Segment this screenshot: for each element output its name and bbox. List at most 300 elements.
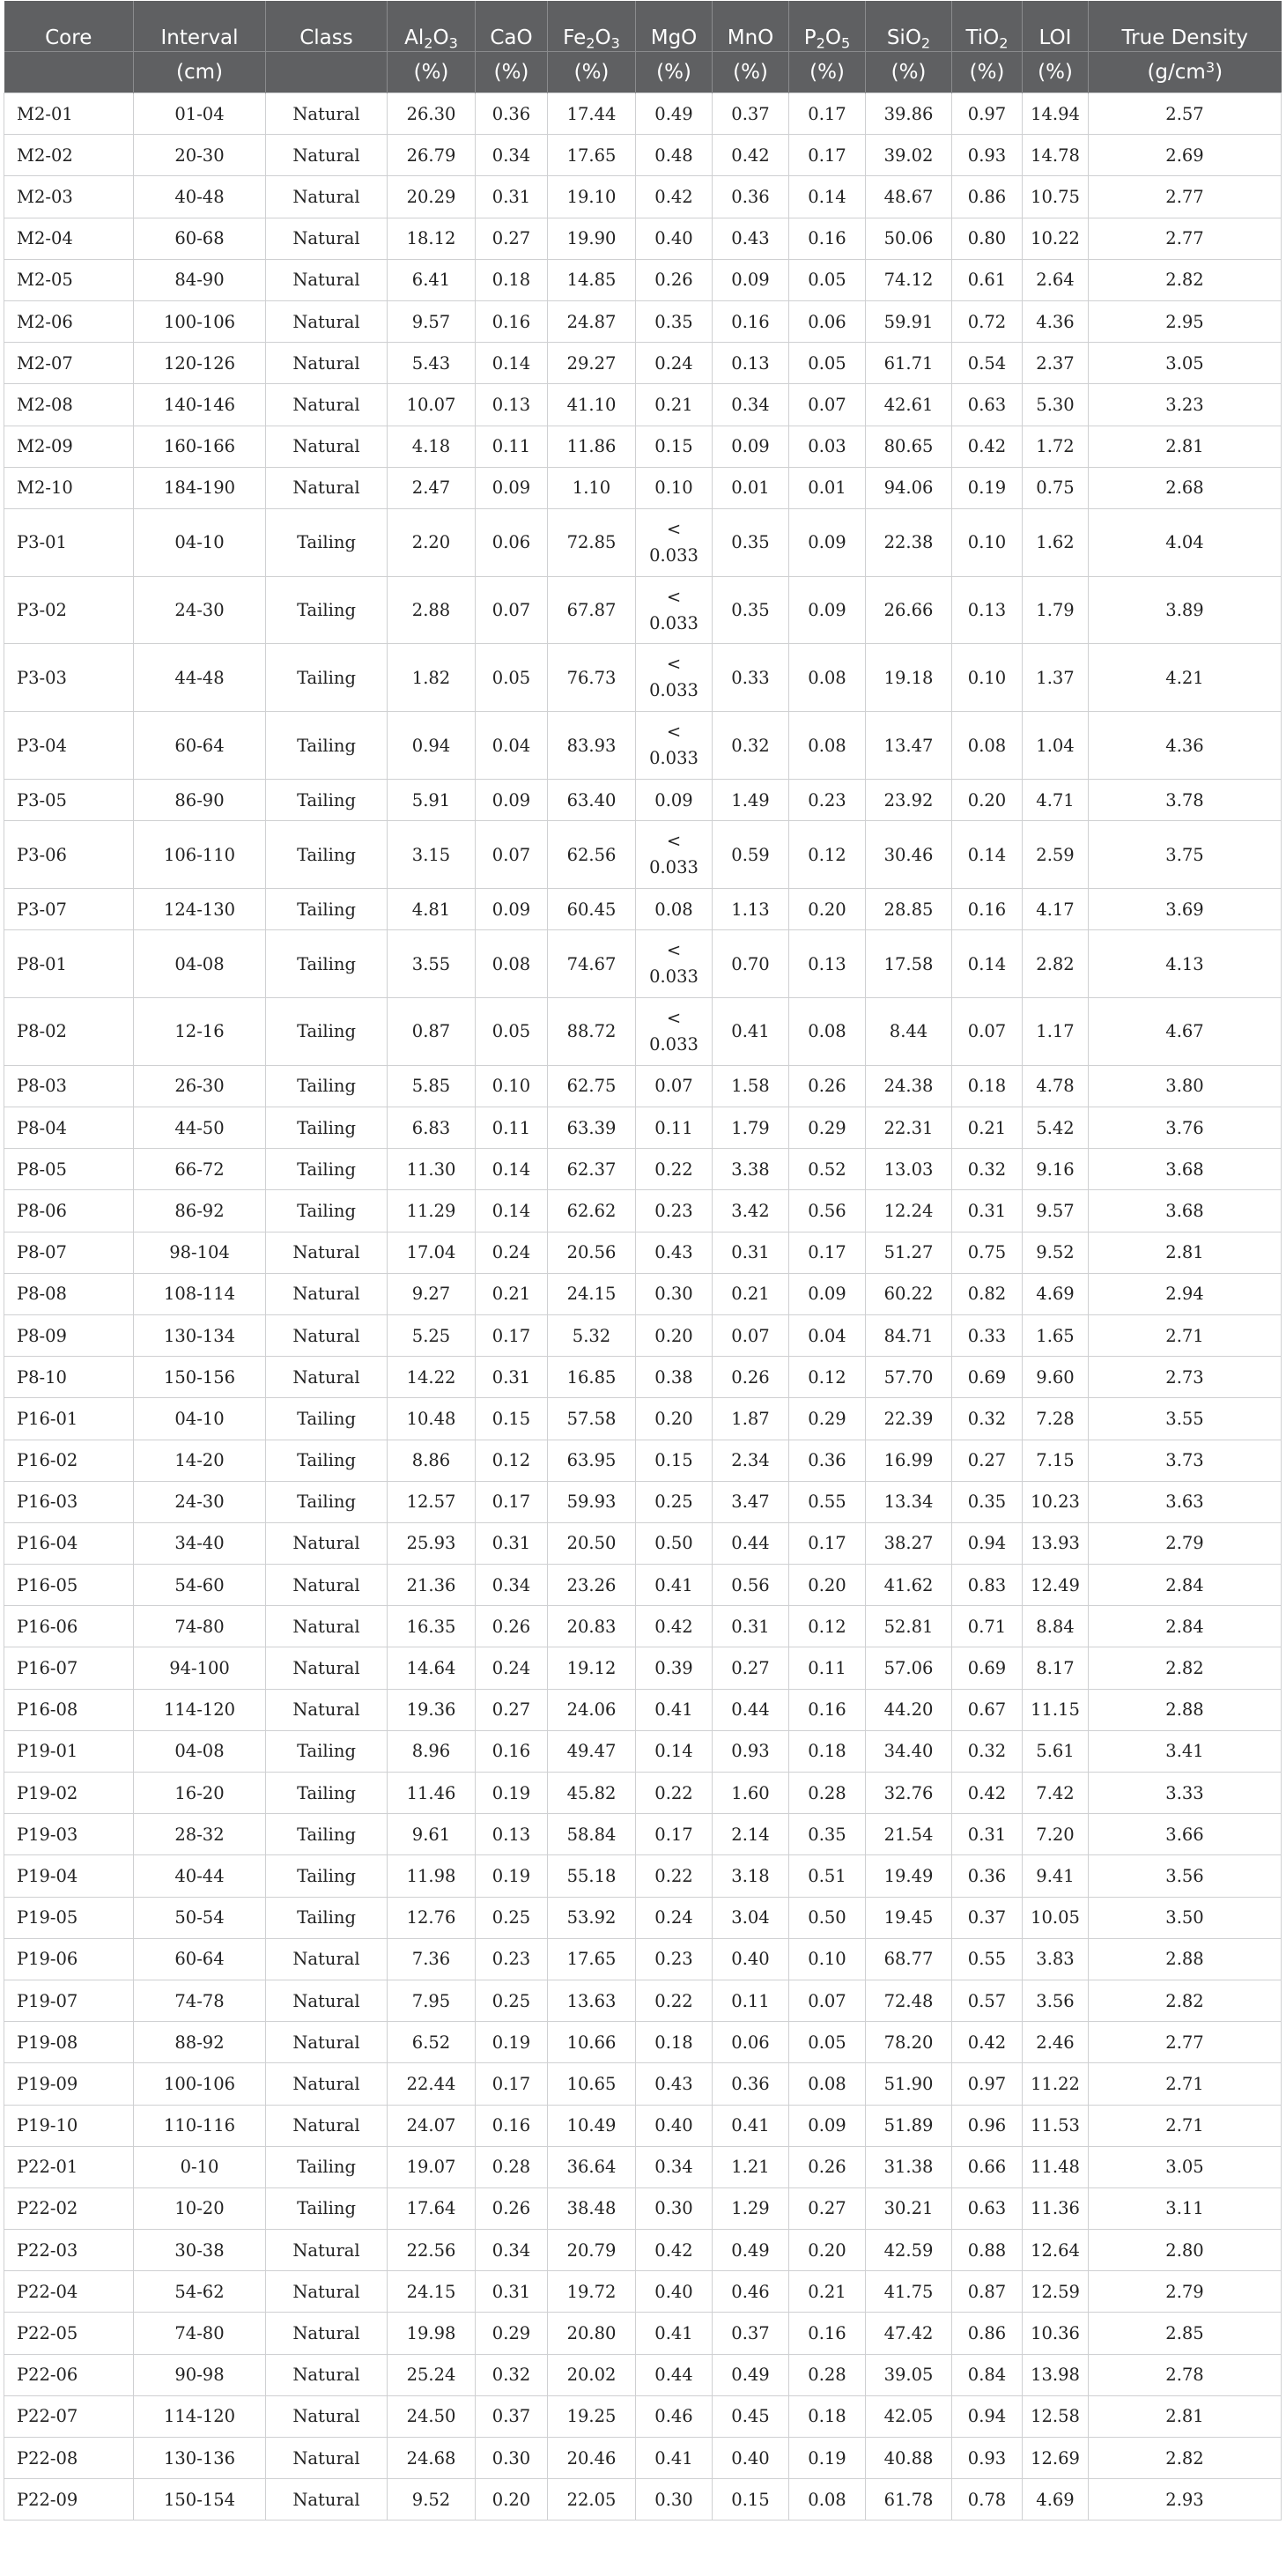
table-cell: Tailing	[266, 930, 388, 998]
table-cell: 3.68	[1089, 1149, 1282, 1190]
table-row	[4, 1232, 1282, 1273]
table-cell: 3.18	[713, 1855, 789, 1897]
table-cell: 0.75	[1023, 467, 1089, 508]
table-cell: 0.14	[952, 930, 1023, 998]
table-row	[4, 2438, 1282, 2479]
table-cell: 0.16	[713, 300, 789, 342]
table-header	[4, 1, 1282, 93]
table-cell: 4.21	[1089, 644, 1282, 712]
table-cell: Tailing	[266, 508, 388, 576]
table-row	[4, 1149, 1282, 1190]
table-cell: 11.29	[388, 1190, 476, 1232]
table-cell: Tailing	[266, 780, 388, 821]
table-cell: 0.14	[952, 821, 1023, 889]
table-cell: 0.21	[476, 1273, 548, 1314]
table-cell: 3.80	[1089, 1065, 1282, 1107]
table-cell: M2-06	[4, 300, 134, 342]
table-cell: 0.09	[789, 1273, 866, 1314]
table-cell: 0.44	[636, 2354, 713, 2395]
table-cell: 0.35	[789, 1814, 866, 1855]
table-cell: 0.44	[713, 1522, 789, 1564]
table-cell: 11.86	[548, 426, 636, 467]
table-cell: 0.34	[713, 384, 789, 426]
table-cell: 2.71	[1089, 2063, 1282, 2105]
table-cell: 0.18	[789, 1730, 866, 1772]
table-cell: P8-01	[4, 930, 134, 998]
table-cell: 3.66	[1089, 1814, 1282, 1855]
table-cell: 0.09	[789, 2105, 866, 2146]
table-cell: 84-90	[134, 259, 266, 300]
table-cell: 0.61	[952, 259, 1023, 300]
table-cell: 0.20	[476, 2479, 548, 2520]
table-cell: 22.31	[866, 1107, 952, 1149]
table-cell: 0.34	[476, 1565, 548, 1606]
table-cell: 38.48	[548, 2187, 636, 2229]
table-cell: 0.50	[636, 1522, 713, 1564]
table-cell: 34-40	[134, 1522, 266, 1564]
table-cell: 0.57	[952, 1980, 1023, 2021]
table-cell: Tailing	[266, 712, 388, 780]
table-cell: Tailing	[266, 1481, 388, 1522]
table-cell: 0.67	[952, 1689, 1023, 1730]
table-cell: 18.12	[388, 218, 476, 259]
table-cell: 12.76	[388, 1897, 476, 1938]
table-row	[4, 821, 1282, 889]
table-cell: 19.45	[866, 1897, 952, 1938]
table-row	[4, 218, 1282, 259]
table-cell: Natural	[266, 135, 388, 176]
table-cell: 12.57	[388, 1481, 476, 1522]
table-cell: 20.46	[548, 2438, 636, 2479]
table-cell: 58.84	[548, 1814, 636, 1855]
table-cell: 3.78	[1089, 780, 1282, 821]
table-row	[4, 1980, 1282, 2021]
table-cell: 5.91	[388, 780, 476, 821]
table-cell: Natural	[266, 2271, 388, 2313]
table-cell: 60.22	[866, 1273, 952, 1314]
table-row	[4, 384, 1282, 426]
table-cell: 0.22	[636, 1855, 713, 1897]
table-cell: 0.51	[789, 1855, 866, 1897]
table-cell: Natural	[266, 1314, 388, 1356]
table-cell: Tailing	[266, 576, 388, 644]
table-cell: 0.15	[636, 1440, 713, 1481]
table-cell: 7.36	[388, 1938, 476, 1980]
table-cell: 0.15	[476, 1398, 548, 1440]
table-cell: 0.26	[636, 259, 713, 300]
table-cell: 3.68	[1089, 1190, 1282, 1232]
column-unit: (%)	[1023, 52, 1089, 93]
table-cell: 0.40	[713, 1938, 789, 1980]
table-cell: P8-05	[4, 1149, 134, 1190]
table-cell: 0.18	[952, 1065, 1023, 1107]
table-cell: Natural	[266, 300, 388, 342]
table-cell: 20.80	[548, 2313, 636, 2354]
table-row	[4, 93, 1282, 135]
table-cell: 0.09	[636, 780, 713, 821]
table-cell: 78.20	[866, 2022, 952, 2063]
table-cell: P16-06	[4, 1606, 134, 1647]
column-unit: $(g/cm^3)$	[1089, 52, 1282, 93]
table-cell: 0.70	[713, 930, 789, 998]
table-row	[4, 343, 1282, 384]
column-unit: (%)	[388, 52, 476, 93]
table-cell: 3.38	[713, 1149, 789, 1190]
table-cell: 10.65	[548, 2063, 636, 2105]
table-cell: 57.58	[548, 1398, 636, 1440]
table-cell: 24.06	[548, 1689, 636, 1730]
table-cell: 0.55	[952, 1938, 1023, 1980]
table-cell: 0.07	[476, 576, 548, 644]
table-cell: 2.88	[1089, 1938, 1282, 1980]
table-cell: 0.41	[636, 1689, 713, 1730]
table-row	[4, 1481, 1282, 1522]
table-cell: P22-04	[4, 2271, 134, 2313]
table-cell: 0.29	[789, 1398, 866, 1440]
table-cell: 0.11	[476, 1107, 548, 1149]
table-cell: 0.55	[789, 1481, 866, 1522]
table-cell: 0.44	[713, 1689, 789, 1730]
table-cell: 41.62	[866, 1565, 952, 1606]
table-cell: 0.06	[713, 2022, 789, 2063]
table-cell: Natural	[266, 2313, 388, 2354]
table-cell: 0.18	[476, 259, 548, 300]
table-cell: 54-62	[134, 2271, 266, 2313]
table-cell: 04-10	[134, 508, 266, 576]
table-cell: 30-38	[134, 2230, 266, 2271]
table-cell: 19.18	[866, 644, 952, 712]
table-cell: 2.79	[1089, 2271, 1282, 2313]
table-cell: 2.20	[388, 508, 476, 576]
column-header: Interval	[134, 1, 266, 52]
table-cell: P22-09	[4, 2479, 134, 2520]
table-cell: 21.54	[866, 1814, 952, 1855]
table-cell: 74-78	[134, 1980, 266, 2021]
table-row	[4, 467, 1282, 508]
table-cell: 14-20	[134, 1440, 266, 1481]
table-cell: 1.37	[1023, 644, 1089, 712]
table-cell: 2.73	[1089, 1357, 1282, 1398]
table-cell: Natural	[266, 1938, 388, 1980]
table-row	[4, 1938, 1282, 1980]
header-row-names	[4, 1, 1282, 52]
table-cell: 12-16	[134, 998, 266, 1066]
table-cell: Natural	[266, 2479, 388, 2520]
table-cell: 0.06	[789, 300, 866, 342]
table-cell: 72.85	[548, 508, 636, 576]
table-cell: 0.04	[476, 712, 548, 780]
table-cell: 0.46	[636, 2395, 713, 2437]
table-cell: 150-154	[134, 2479, 266, 2520]
table-cell: 4.36	[1023, 300, 1089, 342]
table-cell: 24-30	[134, 576, 266, 644]
table-cell: 3.41	[1089, 1730, 1282, 1772]
table-cell: 0.08	[789, 644, 866, 712]
table-cell: 3.75	[1089, 821, 1282, 889]
table-cell: 0.15	[636, 426, 713, 467]
table-cell: 2.77	[1089, 2022, 1282, 2063]
table-cell: 7.20	[1023, 1814, 1089, 1855]
table-cell: 0.41	[636, 2313, 713, 2354]
table-cell: 19.12	[548, 1647, 636, 1689]
table-row	[4, 2395, 1282, 2437]
table-cell: 1.04	[1023, 712, 1089, 780]
table-cell: 0.13	[476, 384, 548, 426]
table-cell: 0.43	[636, 2063, 713, 2105]
table-cell: 0.23	[789, 780, 866, 821]
table-cell: 10.23	[1023, 1481, 1089, 1522]
table-cell: 0.16	[789, 218, 866, 259]
table-cell: 0.49	[713, 2354, 789, 2395]
table-cell: 23.26	[548, 1565, 636, 1606]
table-cell: 0.19	[952, 467, 1023, 508]
table-row	[4, 176, 1282, 218]
table-cell: Natural	[266, 1522, 388, 1564]
table-row	[4, 576, 1282, 644]
table-cell: 0.19	[476, 1855, 548, 1897]
table-cell: 4.36	[1089, 712, 1282, 780]
table-cell: 0.05	[476, 998, 548, 1066]
table-cell: 0.09	[476, 889, 548, 930]
table-cell: 9.60	[1023, 1357, 1089, 1398]
table-cell: 2.84	[1089, 1606, 1282, 1647]
table-cell: 51.27	[866, 1232, 952, 1273]
table-cell: 14.94	[1023, 93, 1089, 135]
table-cell: Tailing	[266, 1149, 388, 1190]
table-cell: 39.02	[866, 135, 952, 176]
table-cell: 2.80	[1089, 2230, 1282, 2271]
table-cell: 0.33	[952, 1314, 1023, 1356]
table-cell: 3.76	[1089, 1107, 1282, 1149]
table-cell: P3-01	[4, 508, 134, 576]
table-cell: P19-10	[4, 2105, 134, 2146]
table-cell: 26.66	[866, 576, 952, 644]
table-cell: 4.67	[1089, 998, 1282, 1066]
table-cell: 0.23	[636, 1190, 713, 1232]
table-cell: 0.43	[636, 1232, 713, 1273]
table-cell: 0.29	[789, 1107, 866, 1149]
table-cell: 4.81	[388, 889, 476, 930]
table-cell: 0.09	[789, 508, 866, 576]
table-cell: 10.49	[548, 2105, 636, 2146]
table-cell: 0.93	[952, 2438, 1023, 2479]
table-cell: 74-80	[134, 2313, 266, 2354]
table-row	[4, 1190, 1282, 1232]
table-cell: P19-09	[4, 2063, 134, 2105]
table-cell: 49.47	[548, 1730, 636, 1772]
table-cell: 16-20	[134, 1773, 266, 1814]
table-cell: 11.46	[388, 1773, 476, 1814]
table-cell: 0.24	[636, 343, 713, 384]
table-cell: 0.17	[789, 93, 866, 135]
table-cell: 23.92	[866, 780, 952, 821]
table-cell: 7.42	[1023, 1773, 1089, 1814]
table-cell: 9.57	[388, 300, 476, 342]
table-cell: 3.69	[1089, 889, 1282, 930]
table-cell: Natural	[266, 1273, 388, 1314]
table-cell: 0.37	[952, 1897, 1023, 1938]
table-cell: P8-07	[4, 1232, 134, 1273]
table-row	[4, 1398, 1282, 1440]
table-cell: 0.38	[636, 1357, 713, 1398]
table-cell: 42.59	[866, 2230, 952, 2271]
table-cell: 1.82	[388, 644, 476, 712]
table-cell: 0.80	[952, 218, 1023, 259]
table-cell: 2.79	[1089, 1522, 1282, 1564]
table-cell: 2.71	[1089, 1314, 1282, 1356]
table-cell: M2-01	[4, 93, 134, 135]
table-cell: 90-98	[134, 2354, 266, 2395]
table-cell: 0.94	[952, 2395, 1023, 2437]
column-header: True Density	[1089, 1, 1282, 52]
table-cell: 0.22	[636, 1149, 713, 1190]
table-cell: 44-50	[134, 1107, 266, 1149]
table-cell: 10.05	[1023, 1897, 1089, 1938]
table-cell: 12.24	[866, 1190, 952, 1232]
table-row	[4, 780, 1282, 821]
table-cell: 19.07	[388, 2146, 476, 2187]
table-cell: 0.19	[789, 2438, 866, 2479]
table-cell: 0.03	[789, 426, 866, 467]
table-cell: 24.50	[388, 2395, 476, 2437]
table-cell: 0.05	[789, 343, 866, 384]
table-cell: 0.20	[789, 1565, 866, 1606]
table-cell: 22.56	[388, 2230, 476, 2271]
table-cell: 0.31	[952, 1814, 1023, 1855]
table-cell: 11.22	[1023, 2063, 1089, 2105]
table-cell: Tailing	[266, 1065, 388, 1107]
table-cell: 0-10	[134, 2146, 266, 2187]
table-cell: 0.24	[476, 1232, 548, 1273]
table-cell: 0.32	[952, 1149, 1023, 1190]
table-cell: 1.79	[713, 1107, 789, 1149]
table-cell: 108-114	[134, 1273, 266, 1314]
table-cell: 0.41	[713, 998, 789, 1066]
table-cell: 0.20	[789, 889, 866, 930]
table-cell: 0.59	[713, 821, 789, 889]
table-cell: 1.72	[1023, 426, 1089, 467]
table-cell: 17.65	[548, 1938, 636, 1980]
table-cell: 13.47	[866, 712, 952, 780]
table-cell: 0.09	[789, 576, 866, 644]
table-cell: 0.63	[952, 2187, 1023, 2229]
table-cell: 0.42	[713, 135, 789, 176]
table-cell: 47.42	[866, 2313, 952, 2354]
table-cell: 04-10	[134, 1398, 266, 1440]
table-cell: P3-02	[4, 576, 134, 644]
table-cell: 74.12	[866, 259, 952, 300]
table-cell: 11.36	[1023, 2187, 1089, 2229]
table-cell: 63.39	[548, 1107, 636, 1149]
table-cell: P3-06	[4, 821, 134, 889]
table-cell: 3.50	[1089, 1897, 1282, 1938]
table-cell: 0.20	[789, 2230, 866, 2271]
table-cell: 0.42	[636, 2230, 713, 2271]
table-cell: 9.57	[1023, 1190, 1089, 1232]
table-cell: 19.90	[548, 218, 636, 259]
table-cell: 0.26	[476, 2187, 548, 2229]
table-cell: 8.86	[388, 1440, 476, 1481]
table-cell: 0.29	[476, 2313, 548, 2354]
table-cell: 5.43	[388, 343, 476, 384]
table-row	[4, 998, 1282, 1066]
table-cell: 2.47	[388, 467, 476, 508]
table-cell: 3.56	[1023, 1980, 1089, 2021]
table-cell: P3-07	[4, 889, 134, 930]
table-cell: Natural	[266, 93, 388, 135]
table-cell: Tailing	[266, 1897, 388, 1938]
table-cell: 38.27	[866, 1522, 952, 1564]
table-cell: 22.38	[866, 508, 952, 576]
geochemistry-table	[4, 1, 1282, 2520]
table-cell: 0.08	[789, 2479, 866, 2520]
table-cell: 2.14	[713, 1814, 789, 1855]
table-cell: Tailing	[266, 889, 388, 930]
table-cell: 0.08	[636, 889, 713, 930]
table-cell: 0.35	[636, 300, 713, 342]
table-cell: 0.35	[713, 508, 789, 576]
table-cell: 0.17	[636, 1814, 713, 1855]
table-cell: 0.31	[713, 1232, 789, 1273]
table-cell: 6.52	[388, 2022, 476, 2063]
table-row	[4, 1522, 1282, 1564]
table-cell: Natural	[266, 2438, 388, 2479]
table-cell: 11.15	[1023, 1689, 1089, 1730]
table-cell: 2.68	[1089, 467, 1282, 508]
table-cell: 2.82	[1089, 259, 1282, 300]
table-cell: 0.42	[952, 1773, 1023, 1814]
table-cell: 2.69	[1089, 135, 1282, 176]
table-cell: 0.21	[952, 1107, 1023, 1149]
table-cell: 0.25	[476, 1897, 548, 1938]
table-cell: 0.09	[713, 426, 789, 467]
table-row	[4, 2187, 1282, 2229]
table-cell: 5.61	[1023, 1730, 1089, 1772]
table-cell: 20.56	[548, 1232, 636, 1273]
table-cell: 1.58	[713, 1065, 789, 1107]
table-cell: 3.89	[1089, 576, 1282, 644]
table-cell: 0.37	[713, 2313, 789, 2354]
table-cell: 0.10	[636, 467, 713, 508]
table-cell: 4.69	[1023, 1273, 1089, 1314]
table-cell: 24.38	[866, 1065, 952, 1107]
table-row	[4, 2479, 1282, 2520]
table-cell: 2.59	[1023, 821, 1089, 889]
table-cell: 3.42	[713, 1190, 789, 1232]
table-cell: P8-02	[4, 998, 134, 1066]
table-cell: 13.98	[1023, 2354, 1089, 2395]
table-cell: 74-80	[134, 1606, 266, 1647]
table-cell: 0.35	[713, 576, 789, 644]
table-cell: < 0.033	[636, 508, 713, 576]
table-cell: 7.28	[1023, 1398, 1089, 1440]
table-row	[4, 259, 1282, 300]
table-cell: 10.07	[388, 384, 476, 426]
table-cell: 40.88	[866, 2438, 952, 2479]
table-cell: 3.15	[388, 821, 476, 889]
table-cell: 2.64	[1023, 259, 1089, 300]
table-cell: 0.16	[476, 1730, 548, 1772]
table-cell: 10.36	[1023, 2313, 1089, 2354]
table-cell: 0.32	[952, 1398, 1023, 1440]
table-cell: Tailing	[266, 1440, 388, 1481]
table-cell: P8-09	[4, 1314, 134, 1356]
table-cell: 20.79	[548, 2230, 636, 2271]
column-unit: (cm)	[134, 52, 266, 93]
table-cell: 0.69	[952, 1647, 1023, 1689]
table-cell: 8.17	[1023, 1647, 1089, 1689]
column-header: $Fe_2O_3$	[548, 1, 636, 52]
